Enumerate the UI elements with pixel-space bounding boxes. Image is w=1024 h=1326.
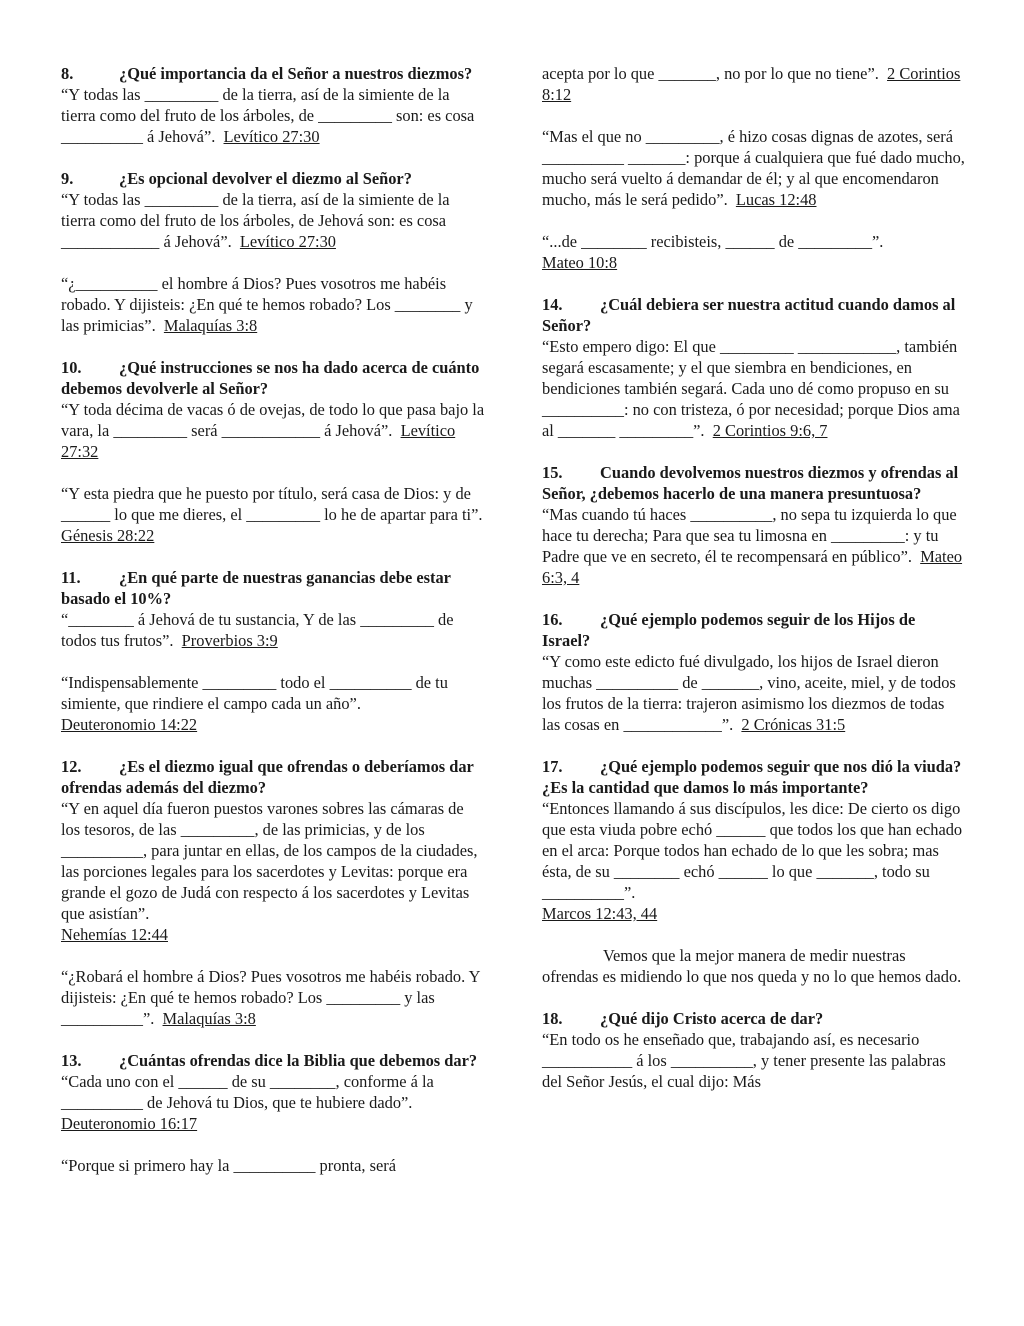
right-column xyxy=(542,63,966,1092)
verse-text: “Y todas las _________ de la tierra, así de la simiente de la tierra como del fruto de los árboles, de _________ son: es cosa __________ á Jehová”. xyxy=(61,85,475,146)
verse-text: “¿__________ el hombre á Dios? Pues vosotros me habéis robado. Y dijisteis: ¿En qué te hemos robado? Los ________ y las primicias”. xyxy=(61,274,473,335)
bible-reference: Malaquías 3:8 xyxy=(162,1009,256,1028)
question-heading xyxy=(542,756,966,798)
question-heading xyxy=(61,357,485,399)
question-number: 15. xyxy=(542,463,563,482)
question-16 xyxy=(542,609,966,735)
verse-text: “Indispensablemente _________ todo el __________ de tu simiente, que rindiere el campo cada un año”. xyxy=(61,673,448,713)
bible-reference: Levítico 27:30 xyxy=(223,127,320,146)
bible-reference: 2 Corintios 9:6, 7 xyxy=(712,421,828,440)
verse-text: “En todo os he enseñado que, trabajando así, es necesario ___________ á los __________, y tener presente las palabras del Señor Jesús, el cual dijo: Más xyxy=(542,1030,946,1091)
bible-reference: Proverbios 3:9 xyxy=(181,631,278,650)
question-title: ¿Qué dijo Cristo acerca de dar? xyxy=(600,1009,824,1028)
bible-reference: Mateo 10:8 xyxy=(542,253,618,272)
verse-text: “Y en aquel día fueron puestos varones sobres las cámaras de los tesoros, de las _________, de las primicias, y de los __________, para juntar en ellas, de los campos de la ciudades, las porciones legales para los sacerdotes y Levitas: porque era grande el gozo de Judá con respecto á los sacerdotes y Levitas que asistían”. xyxy=(61,799,478,923)
bible-reference: Levítico 27:32 xyxy=(61,421,456,461)
question-number: 10. xyxy=(61,358,82,377)
verse-text: “Y toda décima de vacas ó de ovejas, de todo lo que pasa bajo la vara, la _________ será ____________ á Jehová”. xyxy=(61,400,485,440)
verse-text: “Mas el que no _________, é hizo cosas dignas de azotes, será __________ _______: porque á cualquiera que fué dado mucho, mucho será vuelto á demandar de él; y al que encomendaron mucho, más le será pedido”. xyxy=(542,127,965,209)
verse-text: “Y todas las _________ de la tierra, así de la simiente de la tierra como del fruto de los árboles, de Jehová son: es cosa ____________ á Jehová”. xyxy=(61,190,450,251)
question-number: 13. xyxy=(61,1051,82,1070)
question-title: ¿Qué instrucciones se nos ha dado acerca de cuánto debemos devolverle al Señor? xyxy=(61,358,480,398)
question-heading xyxy=(61,168,485,189)
question-heading xyxy=(542,1008,966,1029)
question-number: 8. xyxy=(61,64,74,83)
question-number: 17. xyxy=(542,757,563,776)
question-heading xyxy=(61,63,485,84)
question-title: ¿Cuál debiera ser nuestra actitud cuando damos al Señor? xyxy=(542,295,956,335)
question-number: 9. xyxy=(61,169,74,188)
bible-reference: Deuteronomio 14:22 xyxy=(61,715,198,734)
bible-reference: Mateo 6:3, 4 xyxy=(542,547,963,587)
verse-text: “Esto empero digo: El que _________ ____________, también segará escasamente; y el que siembra en bendiciones, en bendiciones también segará. Cada uno dé como propuso en su __________: no con tristeza, ó por necesidad; porque Dios ama al _______ _________”. xyxy=(542,337,960,440)
commentary-paragraph: Vemos que la mejor manera de medir nuestras ofrendas es midiendo lo que nos queda y no lo que hemos dado. xyxy=(542,946,962,986)
verse-text: “Y como este edicto fué divulgado, los hijos de Israel dieron muchas __________ de _______, vino, aceite, miel, y de todos los frutos de la tierra: trajeron asimismo los diezmos de todas las cosas en ____________”. xyxy=(542,652,956,734)
question-number: 14. xyxy=(542,295,563,314)
verse-text: “...de ________ recibisteis, ______ de _________”. xyxy=(542,232,884,251)
question-number: 11. xyxy=(61,568,81,587)
question-number: 18. xyxy=(542,1009,563,1028)
bible-reference: Génesis 28:22 xyxy=(61,526,155,545)
question-title: ¿Qué importancia da el Señor a nuestros diezmos? xyxy=(119,64,473,83)
bible-reference: 2 Crónicas 31:5 xyxy=(741,715,846,734)
question-title: ¿Qué ejemplo podemos seguir que nos dió la viuda? ¿Es la cantidad que damos lo más importante? xyxy=(542,757,962,797)
verse-text: “________ á Jehová de tu sustancia, Y de las _________ de todos tus frutos”. xyxy=(61,610,454,650)
question-number: 12. xyxy=(61,757,82,776)
bible-reference: Malaquías 3:8 xyxy=(163,316,258,335)
question-heading xyxy=(61,1050,485,1071)
bible-reference: Nehemías 12:44 xyxy=(61,925,168,944)
bible-reference: Deuteronomio 16:17 xyxy=(61,1114,198,1133)
question-heading xyxy=(542,294,966,336)
left-column xyxy=(61,63,485,1176)
question-title: ¿En qué parte de nuestras ganancias debe estar basado el 10%? xyxy=(61,568,451,608)
bible-reference: Lucas 12:48 xyxy=(735,190,817,209)
question-heading xyxy=(542,609,966,651)
question-13-continued xyxy=(542,63,966,273)
question-14 xyxy=(542,294,966,441)
question-title: ¿Es opcional devolver el diezmo al Señor? xyxy=(119,169,412,188)
question-10 xyxy=(61,357,485,546)
question-8 xyxy=(61,63,485,147)
question-heading xyxy=(542,462,966,504)
question-title: Cuando devolvemos nuestros diezmos y ofrendas al Señor, ¿debemos hacerlo de una manera presuntuosa? xyxy=(542,463,959,503)
verse-text: “Entonces llamando á sus discípulos, les dice: De cierto os digo que esta viuda pobre echó ______ que todos los que han echado en el arca: Porque todos han echado de lo que les sobra; mas ésta, de su ________ echó ______ lo que _______, todo su __________”. xyxy=(542,799,963,902)
verse-text: “Y esta piedra que he puesto por título, será casa de Dios: y de ______ lo que me dieres, el _________ lo he de apartar para ti”. xyxy=(61,484,483,524)
question-17 xyxy=(542,756,966,987)
verse-text: “Mas cuando tú haces __________, no sepa tu izquierda lo que hace tu derecha; Para que sea tu limosna en _________: y tu Padre que ve en secreto, él te recompensará en público”. xyxy=(542,505,957,566)
question-15 xyxy=(542,462,966,588)
question-title: ¿Es el diezmo igual que ofrendas o deberíamos dar ofrendas además del diezmo? xyxy=(61,757,474,797)
verse-text: acepta por lo que _______, no por lo que no tiene”. xyxy=(542,64,879,83)
question-9 xyxy=(61,168,485,336)
question-11 xyxy=(61,567,485,735)
verse-text: “Cada uno con el ______ de su ________, conforme á la __________ de Jehová tu Dios, que te hubiere dado”. xyxy=(61,1072,434,1112)
question-18 xyxy=(542,1008,966,1092)
bible-reference: Marcos 12:43, 44 xyxy=(542,904,658,923)
question-heading xyxy=(61,567,485,609)
question-title: ¿Cuántas ofrendas dice la Biblia que debemos dar? xyxy=(119,1051,478,1070)
question-heading xyxy=(61,756,485,798)
verse-text: “Porque si primero hay la __________ pronta, será xyxy=(61,1156,397,1175)
question-12 xyxy=(61,756,485,1029)
question-number: 16. xyxy=(542,610,563,629)
question-13 xyxy=(61,1050,485,1176)
bible-reference: 2 Corintios 8:12 xyxy=(542,64,961,104)
verse-text: “¿Robará el hombre á Dios? Pues vosotros me habéis robado. Y dijisteis: ¿En qué te hemos robado? Los _________ y las __________”. xyxy=(61,967,480,1028)
bible-reference: Levítico 27:30 xyxy=(239,232,336,251)
question-title: ¿Qué ejemplo podemos seguir de los Hijos de Israel? xyxy=(542,610,916,650)
